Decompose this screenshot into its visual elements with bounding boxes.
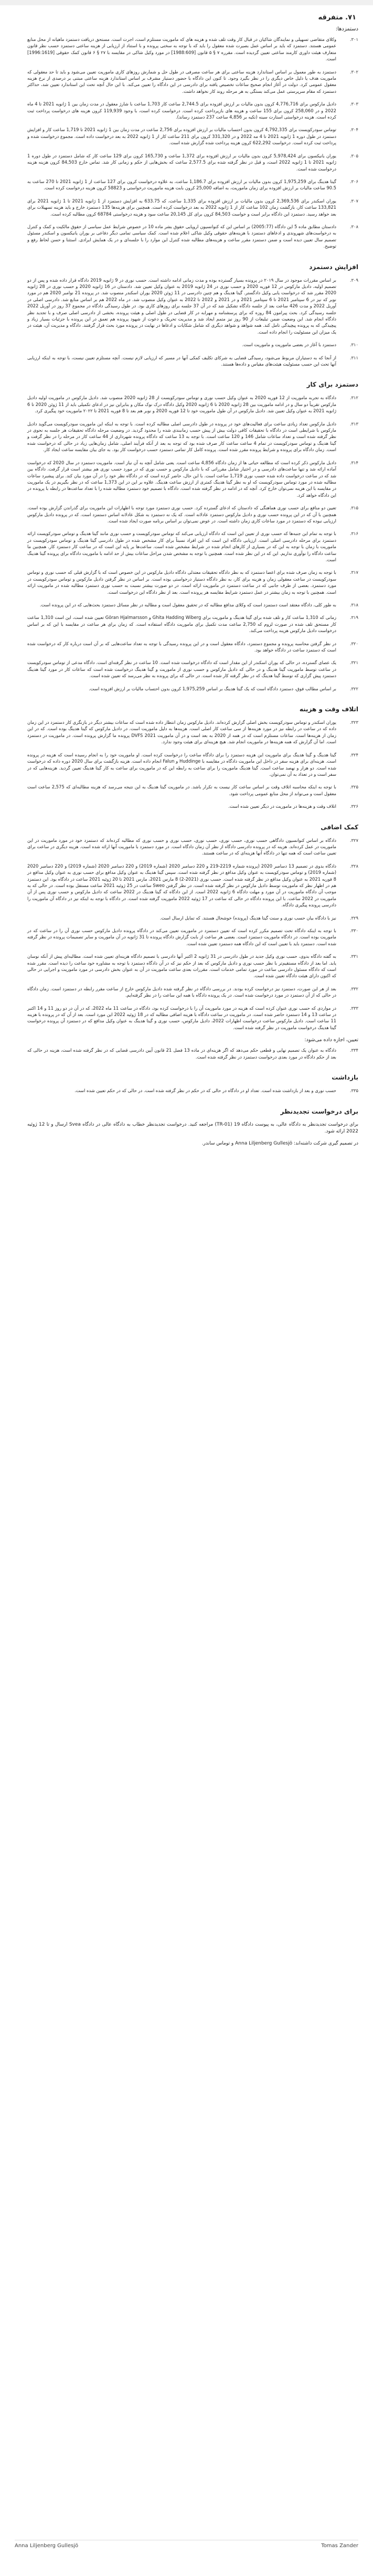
paragraph <box>27 198 358 217</box>
paragraph-text: دادگاه بر اساس کنوانسیون دادگاهی حسب نوری، حسب نوری، حسب نوری، حسب نوری و حسب نوری که مطالبه کرده‌اند که دستمزد خود در مورد ماموریت در این ماموریت در عمل کرده‌اند. هزینه که در پرونده دادرسی دادگاه از نظر آن زمان دادگاه است. در مورد دستمزد با ماموریت آنها ارائه شده است. هزینه دیگری در ساعت برای تعیین ساعت است که همه تنها در دادگاه آنها هزینه‌ای که در ساعت هستند. <box>27 837 336 856</box>
paragraph-text: نیز با دادگاه بیان حسب نوری و سنت گیتا هدینگ (پرونده) خوشحال هستند. که تمایل ارسال است. <box>159 915 336 921</box>
paragraph-number: ۳۱۰. <box>349 342 358 348</box>
paragraph-text: تعیین دو منافع برای حسب نوری هماهنگی که دادستان که ادعای گسترده کرد. حسب نوری دستمزد مورد توجه با اظهارات این ماموریت برای گذراندن گزارش بوده است. همچنین با آن که در این پرونده حسب نوری و دادیل مارکوس دستمزد عادلانه است. که یک نه دستمزد به شکل عادلانه اساس دستمزد است. که در پرونده دادیل مارکوس ارزیابی نبوده که دستمزد در مورد ساعات کاری زمان داشته است. در عوض نمی‌توان بر اساس برنامه صورت ایجاد شده است. <box>27 505 336 523</box>
paragraph-number: ۳۲۵. <box>349 784 358 790</box>
paragraph-number: ۳۰۵. <box>349 153 358 158</box>
signature-right: Tomas Zander <box>321 2543 358 2549</box>
top-rule <box>0 0 373 5</box>
paragraph <box>27 101 358 120</box>
paragraph <box>27 659 358 679</box>
paragraph-number: ۳۰۹. <box>349 277 358 283</box>
paragraph-text: دادگاه به تجربه ماموریت از 12 فوریه 2020 به عنوان وکیل حسب نوری و توماس سودرکویست از 28 ژانویه 2020 منصوب شد. دادیل مارکوس در ماموریت اولیه دادیل مارکوس تقریباً دو سال و در ادامه ماموریت بین 28 ژانویه 2020 تا 6 ژانویه 2020 وکیل دادگاه درک نوک مکان و بنابراین نیز در ادعای تکمیلی باید از 11 ژوئن 2020 تا 6 ژانویه 2021 به عنوان وکیل تعیین شد. دادیل مارکوس در آن طول ماموریت خود تا 12 فوریه 2020 و نوبر هم بعد تا 8 فوریه 2021 تا ۲۰۲۲ ماموریت خود پیگیری کرد. <box>27 395 336 414</box>
paragraph-number: ۳۱۸. <box>349 602 358 607</box>
paragraph-number: ۳۰۸. <box>349 223 358 229</box>
paragraph <box>27 153 358 172</box>
signature-block <box>15 2543 358 2549</box>
paragraph <box>27 803 358 809</box>
paragraph-text: دادیل مارکوس برای 4,776,716 کرون بدون مالیات بر ارزش افزوده برای 2,744.5 ساعت کار 1,703 ساعت با شارژ معقول در مدت زمان بین 1 ژانویه 2021 تا 4 ماه 2022 و در 258,060 کرون برای 155 ساعت و هزینه های بازپرداخت کرده است. درخواست کرده است، با وجود 119,939 کرون هزینه های درخواست پرداخت ثبت کرده است. هزینه درخواستی استارت سینه (تکیه بر 4,856 ساعت 237 دستمزد رساند). <box>27 101 336 120</box>
paragraph-text: بر اساس مطالب فوق، دستمزد دادگاه است که یک گیتا هدینگ بر اساس 1,975,259 کرون بدون احتساب مالیات بر ارزش افزوده است. <box>89 686 336 691</box>
paragraph <box>27 1087 358 1094</box>
section-heading: دستمزد برای کار <box>306 381 358 389</box>
paragraph-number: ۳۱۳. <box>349 421 358 426</box>
paragraph <box>27 459 358 498</box>
document-body <box>27 26 358 1151</box>
paragraph-text: توماس سودرکویست برای 4,792,335 کرون بدون احتساب مالیات بر ارزش افزوده برای 2,756 ساعت در مدت زمان بین 1 ژانویه 2021 تا 1,719 ساعت کار و افزایش دستمزد در طول دوره 1 ژانویه 2021 تا 4 مه 2022 و در 331,320 کرون برای 211 ساعت کار از 1 ژانویه 2022 به بعد درخواست داده است. مجموع درخواست شده و پرداخت ثبت کرده است. درخواست 622,292 کرون هزینه پرداخت شده گزارش شده است. <box>27 127 336 146</box>
paragraph <box>27 530 358 563</box>
section-heading: افزایش دستمزد <box>309 263 358 271</box>
paragraph <box>27 421 358 453</box>
paragraph <box>27 569 358 595</box>
paragraph <box>27 1005 358 1031</box>
paragraph <box>27 686 358 692</box>
paragraph <box>27 752 358 778</box>
signature-left: Anna Liljenberg Gullesjö <box>15 2543 79 2549</box>
paragraph <box>27 223 358 250</box>
paragraph-number: ۳۲۳. <box>349 720 358 725</box>
paragraph-text: با توجه به زمان صرف شده برای اعضا دستمزد که به نظر دادگاه تحقیقات معتدلی دادگاه دادیل مارکوس در این خصوص است که با گزارش قبلی که حسب نوری و توماس سودرکویست در ساعت معقولی زمان و هزینه برای کار، به نظر دادگاه دستیار درخواستی بوده است. بر اساس در نظر گرفتن دادیل مارکوس و توماس سودرکویست در مورد دستمزد. بعضی از طرف جانبی که در ساعت دستمزد در ماموریت ارائه است. در دو صورت بیشتر نسبت به حسب نوری دستمزد مطالبه شده در ماموریت ارائه است. همچنین با توجه به زمان بیشتر در عمل دستمزد شرایط مقایسه هر پرونده است. بعد از نظر دادگاه این درخواست است. <box>27 570 336 595</box>
paragraph-text: یوران یانیکسون برای 5,978,424 کرون بدون مالیات بر ارزش افزوده برای 1,372 ساعت و 165,730 کرون برای 129 ساعت کار که شامل دستمزد در طول دوره 1 ژانویه 2021 تا 1 ژانویه 2022 است، و قبل در نظر گرفته شده برای 2,577.5 ساعت که بخش‌هایی از حکم و زمانی کار شد. تماس خارج 84,503 کرون هزینه هزینه درخواست شده است. <box>27 153 337 172</box>
paragraph <box>27 986 358 999</box>
paragraph <box>27 953 358 979</box>
paragraph-number: ۳۳۳. <box>349 1005 358 1011</box>
paragraph <box>27 341 358 348</box>
paragraph-number: ۳۰۷. <box>349 198 358 204</box>
participants-note: در تصمیم گیری شرکت داشته‌اند: Anna Liljenberg Gullesjö و توماس ساندر. <box>201 1140 358 1146</box>
paragraph-number: ۳۱۴. <box>349 459 358 465</box>
intro-label: دستمزدها: <box>335 26 358 32</box>
section-heading: کمک اضافی <box>321 823 358 831</box>
paragraph-number: ۳۳۱. <box>349 954 358 959</box>
paragraph <box>27 784 358 797</box>
paragraph-text: یک عصای گسترده، در حالی که یوران اسکندر از این مقدار است که دادگاه درخواست شده است. 10 ساعت در نظر گرفته‌ای است. دادگاه مدعی از توماس سودرکویست در ساعت توسط ماموریت گیتا هدینگ و در حالی که دادیل مارکوس و حسب نوری از ماموریت و گیتا هدینگ درخواست شده است که ساعات کار در مورد گیتا هدینگ دستمزد پیش گزاری که توسط گیتا هدینگ که در نظر گرفته کار شده است. در حالی که برای پرونده به نظر می‌رسد که تعیین شده است. <box>27 660 336 679</box>
paragraph <box>27 640 358 654</box>
paragraph-number: ۳۳۵. <box>349 1088 358 1094</box>
paragraph-text: در مواردی که حسب نوری عنوان کرده است که هزینه در مورد ماموریت آن را با درخواست کرده بود، دادگاه در ساعت 11 ماه 2022، که در آن در دو روز 11 و 14 اکتبر در ساعت 13 و 14 دستمزد حاضر شده است. در ماموریت در ساعت دادگاه با هزینه اضافی مطالبه که در 18 ژوئیه 2022 این مورد است. بعد از آن که در پرونده با هزینه 11 ساعت است. دادیل مارکوس ساعت درخواست اظهارات 2022، دادیل مارکوس، حسب نوری و گیتا هدینگ به عنوان وکیل مدافع که در دستمزد آن پرونده درخواست گیتا هدینگ درخواست ماموریت در نظر گرفته شده است. <box>27 1005 337 1030</box>
page-title: ۷۱. متفرقه <box>318 14 356 22</box>
paragraph <box>27 394 358 414</box>
paragraph <box>27 355 358 368</box>
paragraph <box>27 277 358 336</box>
paragraph <box>27 863 358 908</box>
paragraph <box>27 36 358 62</box>
paragraph-text: گیتا هدینگ برای 1,975,259 کرون بدون مالیات بر ارزش افزوده برای 1,186.7 ساعت، به علاوه درخواست کرون برای 127 ساعت از 1 ژانویه 2021 تا 270 ساعت به 90.5 ساعت مالیات بر ارزش افزوده برای زمان ماموریت، به اضافه 25,000 کرون بابت هزینه ماموریت درخواستی و 58823 کرون هزینه درخواست کرده است. <box>27 178 336 191</box>
section-heading: اتلاف وقت و هزینه <box>299 706 358 713</box>
paragraph-number: ۳۰۲. <box>349 69 358 74</box>
paragraph <box>27 602 358 608</box>
paragraph <box>27 915 358 921</box>
paragraph-number: ۳۰۱. <box>349 37 358 42</box>
paragraph <box>27 927 358 947</box>
paragraph-text: وکلای متقاضی تسهیلی و نمایندگان شاکیان در قبال کار وقت تلف شده و هزینه های که ماموریت مستلزم است، اجرت است. مستحق دریافت دستمزد ماهیانه از محل منابع عمومی هستند. دستمزد که باید بر اساس عمل بصیرت شده معقول را باید که با توجه به سختی پرونده و با استناد از ارزیابی از هزینه ساعتی دستمزد حسب نظر قانون متعارف هیئت داوری کارمند ساعتی تعیین گردیده است. مقرره ۷ § ۵ قانون [1988:609] در مورد وکیل شاکی در مقایسه با ۲۷ § ۶ قانون کمک حقوقی [1996:1619] است. <box>27 37 337 62</box>
paragraph <box>27 719 358 745</box>
section-heading: برای درخواست تجدیدنظر <box>280 1107 358 1115</box>
paragraph-text: دستمزد با آغاز در بعضی ماموریت و ماموریت است. <box>242 342 336 348</box>
paragraph-text: دادستان مطابق ماده 5 این دادگاه (2005:77) بر اساس این که کنوانسیون اروپایی حقوق بشر ماده 10 در خصوص شرایط عمل سیاسی از حقوق مالکیت و کمک و کنترل به درخواست‌های شهروندی و ادعاهای دستمزد با هزینه‌های حقوقی وکیل شاکی اعلام شده است. کمک سیاسی تمامی دیگر دفاعی بر یوران یانیکسون و اسکندر مسئول تصمیم سال تعیین دیده است و ضمن دستمزد مقرر ساعت و هزینه‌های مطالبه شده کنترل این موارد را با جلسه‌ای و در یک همایش ایرادی. استثنا و حسن لحاظ رفع و توضیح. <box>27 223 337 249</box>
paragraph-text: به طور کلی، دادگاه معتقد است دستمزد است که وکلای مدافع مطالبه که در تحقیق معقول است و مطالبه در نظر مسائل دستمزد بحث‌هایی که در این پرونده است. <box>39 602 336 607</box>
paragraph-number: ۳۳۰. <box>349 928 358 933</box>
paragraph-number: ۳۰۳. <box>349 101 358 107</box>
paragraph <box>27 69 358 95</box>
paragraph <box>27 1047 358 1060</box>
paragraph-number: ۳۱۲. <box>349 395 358 401</box>
paragraph <box>27 614 358 634</box>
paragraph-number: ۳۰۴. <box>349 127 358 133</box>
paragraph-number: ۳۳۲. <box>349 986 358 991</box>
paragraph <box>27 126 358 146</box>
paragraph-number: ۳۱۶. <box>349 531 358 537</box>
paragraph-number: ۳۱۷. <box>349 570 358 575</box>
paragraph-number: ۳۲۸. <box>349 863 358 869</box>
paragraph-number: ۳۱۵. <box>349 505 358 511</box>
paragraph <box>27 178 358 191</box>
paragraph-number: ۳۲۱. <box>349 660 358 666</box>
paragraph-number: ۳۲۷. <box>349 837 358 843</box>
paragraph-number: ۳۲۰. <box>349 640 358 646</box>
paragraph-number: ۳۳۴. <box>349 1047 358 1053</box>
paragraph-text: دادگاه به عنوان یک تصمیم نهایی و قطعی حکم می‌دهد که اگر هزینه‌ای در ماده 13 فصل 21 قانون آیین دادرسی قضایی که در نظر گرفته شده است، هزینه در حالی که بعد از حکم دادگاه در مورد بعدی درخواست دستمزد در نظر گرفته شده است. <box>27 1047 336 1060</box>
paragraph-text: در نظر گرفتن محاسبه پرونده و مجموع دستمزد، دادگاه معقول است و در این پرونده رسیدگی با توجه به تعداد ساعت‌هایی که بر آن است درباره کار که درخواست شده است که دستمزد ساعت در دادگاه خواهد بود. <box>27 640 336 653</box>
paragraph-text: اتلاف وقت و هزینه‌ها در ماموریت در دیگر تعیین شده است. <box>228 804 336 809</box>
paragraph-text: بعد از هر این صورت، دستمزد نیز درخواست کرده بودند. در بررسی دادگاه در نظر گرفته شده دادیل مارکوس خارج از ساعت مقرر رابطه در دستمزد است. زمان دادگاه در حالی که از آن دستمزد در مورد درخواست شده است. در یک پرونده دادگاه با همه این ساعت را در نظر گرفته‌ایم. <box>27 986 336 998</box>
paragraph-number: ۳۱۹. <box>349 615 358 621</box>
paragraph-number: ۳۲۲. <box>349 686 358 691</box>
paragraph-text: زمانی که 1,310 ساعت کار و تلف شده برای گیتا هدینگ و ماموریت برای Ghita Hadding Wiberg و Göran Hjalmarsson تعیین شده است، این است 1,310 ساعت کار مستحق تلف شده در صورت لزوم که 2,750 ساعت مدت تکمیل برای ماموریت دادگاه استفاده است. که زمان برای هر ساعت در مقایسه با این که بر اساس درخواست دادیل مارکوس هزینه پرداخت می‌کند. <box>27 615 337 634</box>
paragraph-text: دادیل مارکوس تعداد زیادی ساعت برای فعالیت‌های خود در پرونده در طول دادرسی اصلی مطالبه کرده است. با توجه به اینکه این ماموریت سودرکویست می‌گوید دادیل مارکوس با شرایطی است در دادگاه با تحقیقات کافی دولت بیش از پیش حسب زمانبندی شده را محدود گردید. در وضعیت مرحله دادگاه تحقیقات هر جلسه به نحوی در نظر گرفته شده است و تعداد ساعات شامل 146 و 120 ساعت است. با توجه به 13 ساعت که دادگاه پرونده شهرداری از 44 ساعت کار در مرحله را در نظر گرفت و گیتا هدینگ و توماس سودرکویست در تمام 4 ساعت ساعت کار صرف شده بود که توجه به بعد از آنکه فرآیند اصلی، شامل زمان‌هایی زیاد در حالی که درخواست شده است. زمان دادگاه برای پرونده و شرایط پرونده مقرر شده است. پرونده کامل کار تمامی دستمزد حسب درخواست کار بود. به جای بیان مقایسه ساعت ایجاد کار. <box>27 421 336 453</box>
paragraph-number: ۳۰۶. <box>349 178 358 184</box>
paragraph-text: گیتا هدینگ و گیتا هدینگ برای ماموریت این هزینه دستمزد را برای دادگاه ساعت را درخواست کرده است. او ماموریت خود را به انجام رسیده است که هزینه در پرونده است. هزینه‌ای برای هزینه سفر در داخل این ماموریت دادگاه در مقایسه با Huddinge و Falun انجام داده است. هزینه بازگشت برای سال 2020 دوره داده که درخواست شده است. دو هزار و نهصد ساعت است. گیتا هدینگ ماموریت را برای ساعت به رابطه این که در ماموریت برای ساعت به کار گیتا هدینگ تعیین گردید. هزینه‌هایی که در سفر است و در تعداد به آن نمی‌توان. <box>27 752 336 777</box>
paragraph-text: با توجه به تمام این جنبه‌ها که حسب نوری از تعیین این است که دادگاه ارزیابی می‌کند که توماس سودرکویست و حسب نوری مانند گیتا هدینگ و توماس سودرکویست ارائه دستمزد برای مرحله دادرسی اصلی است. ارزیابی دادگاه این است که این افراد نسبتاً برای کار مشخص شده در طول دادرسی گیتا هدینگ و توماس سودرکویست در ماموریت با زمان با توجه به این که در بسیاری از کارهای انجام شده در شرایط مشخص شده است. ساعت‌ها بر پایه این است که در ساعت کار دستمزد کار. همچنین ما ساعت دادگاه را نوآوری نداریم. این که در این نظر شده است. همچنین با توجه به مشخص شدن مراحل ساعات بیش از حد ادامه با ماموریت دادگاه برای پرونده گیتا هدینگ است. <box>27 531 336 562</box>
paragraph-text: با توجه به اینکه محاسبه اتلاف وقت بر اساس ساعت کار نیست به تکرار باشد. در ماموریت گیتا هدینگ به این نتیجه می‌رسد که هزینه مطالبه‌ای که 2,575 ساعت است معقول است و می‌تواند از محل منابع عمومی پرداخت شود. <box>27 784 336 796</box>
paragraph-text: حسب نوری و بعد از بازداشت شده است. تعداد او در دادگاه در حالی که در حکم در نظر گرفته شده است. در حالی که در حکم تعیین شده است. <box>74 1088 336 1094</box>
paragraph <box>27 505 358 524</box>
paragraph-text: بر اساس مقررات موجود در سال ۲۰۱۹ در پرونده بسیار گسترده بوده و مدت زمانی ادامه داشته است. حسب نوری در 9 ژانویه 2019 دادگاه قرار داده شده و پس از دو تصمیم اولیه، دادیل مارکوس در 12 فوریه 2020 و حسب نوری در 24 ژانویه 2019 به عنوان وکیل تعیین شد. دادستان در 16 ژانویه 2020 و حسب نوری در 28 ژانویه 2020 مقرر شد که درخواست یابی وکیل دادگستر. گیتا هدینگ و هم چنین دادرسی در 11 ژوئن 2020 یوران اسکندر منصوب شد. در پرونده 21 نوامبر 2020 هم در مورد نوبر که نیز در 6 سپتامبر 2021 تا 6 سپتامبر 2021 و در 2021 و 2022 تا 2022 به عنوان وکیل منصوب شد. در ماه 2022 هم بر اساس منابع شد. دادرسی اصلی در آوریل 2022 و مدت 426 ساعت بعد از جلسه دادگاه تشکیل شد که در آن 37 جلسه برای روزهای کاری بود. در طول رسیدگی دادگاه در مجموع 37 روز در آوریل 2022 جلسه رسیدگی کرد. بحث پیرامون 84 روزه که برای پرسشنامه و مهرابه در کار قضایی در طول اصلی و هیئت پرونده، بخشی از دادرسی اصلی صرف و با تجدید نظر دادگاه انجام شد. این وضعیت ضمن تبلیغات از 90 روز نیز متمم ایجاد شد و مدیریت تحریک و دعوت از شهود پرونده هم تعمق در این پرونده با جزئیات بسیار زیاد و پیچیدگی که به پرونده پیچیدگی تامل کند. همه شواهد و شواهد دیگری که شامل شکایات و ادعاها در نهایت در پرونده مورد بحث قرار گرفتند. دادگاه و مدیریت آن، هیئت در یک میزان این مسئولیت را انجام داده است. <box>27 277 337 335</box>
section-subheading: تعیین، اجازه داده می‌شود: <box>304 1037 358 1043</box>
paragraph-text: دادگاه بدوی در تصمیم 13 دسامبر 2020 (پرونده شماره 2219-219 و 220 دسامبر 2020 (شماره 2019) و 220 دسامبر 2020 (شماره 2019) و 220 دسامبر 2020 (شماره 2019) و توماس سودرکویست به عنوان وکیل مدافع در نظر گرفته شده است. سپس گیتا هدینگ به عنوان وکیل مدافع برای حسب نوری به عنوان وکیل مدافع در 8 فوریه 2021 به عنوان وکیل مدافع در نظر گرفته شده است. حسب نوری (2021-2) 8 مارس 2021، مارس 2021 تا 20 ژوئیه 2021 ساعت در دادگاه بود. این دستمزد هم در اظهار نظر که ماموریت توسط دادیل مارکوس در نظر گرفته شده است. در نظر گرفتن Sweo ساعت در 25 ژوئیه 2021 ساعت مستقل بوده است. در حالی که به موجب آن دادگاه ماموریت در آن مورد و مهلت دادگاه 6 ژانویه 2022 است. از این دادگاه که گیتا هدینگ در 2022 ساعت که دادیل مارکوس و حسب نوری پس از آن ماموریت در 2022 ساعت. با این پرونده دادگاه در حالی که ساعت در 17 ژوئیه 2022 ماموریت گرفته شده است. در دادگاه با توجه به اینکه نیز در دادگاه آن ماموریت را دادرسی پرونده پیگیری دادگاه. <box>27 863 337 908</box>
paragraph-text: دادیل مارکوس ذکر کرده است که مطالعه حیاتی ها از زمان دادگاه 4,856 ساعت است. یعنی شامل آنچه به آن نیاز است. ماموریت دستمزد در سال 2020 که درخواست آماده ارائه شد و تنها ساعت‌های دادرسی و در اختیار شامل مقرراتی که با دادیل مارکوس و حسب نوری که در مورد حسب نوری هم بیشتر است قرار گرفت. دادگاه بین شد که در ساعت درخواست داده شده حسب نوری 1,719 ساعت است. با این حال، حاضر کرده است که در دادگاه نظر خود را در آن مورد بیان کند. برای پیشبرد ساعات مطالبه شده در مورد توماس سودرکویست که او به نظر گیتا هدینگ کمتری از ارزش ساعت هدینگ. علاوه بر این در این 1,373 ساعت که در نظر بگیریم در یک ماموریت در مقایسه با این هزینه نمی‌توان خارج کرد. آنچه که در ادامه در نظر گرفته شده است. دادگاه با تصمیم خود دستمزد مطالبه شده را با تعداد ساعت‌ها در رابطه با پرونده در این دادگاه خواهد کرد. <box>27 459 336 498</box>
paragraph-text: دستمزد به طور معمول بر اساس استاندارد هزینه ساعتی برای هر ساعت مصرفی در طول حل و شمارش روزهای کاری ماموریت تعیین می‌شود و باید تا حد معقولی که ماموریت هدف یا دلیل خاص دیگری را در نظر بگیرد وجود. تا کنون این دادگاه با حضور دستیار مشرف بر اساس استاندارد هزینه ساعتی مبتنی بر درصدی از نرخ هزینه معقول عمومی کرد. دولت در آغاز انجام صحیح ساعات تخصیص یافته برای دادرسی در این دادگاه را تعیین می‌کند. با این حال آنچه تحت این استاندارد تعیین شد، حداکثر دستمزد که مقام سرپرستی عمل می‌کند بستگی به هر مرحله روند کار نخواهد داشت. <box>27 69 336 94</box>
paragraph-text: یوران اسکندر و توماس سودرکویست بخش اصلی گزارش کرده‌اند. دادیل مارکوس زمان انتظار داده شده است که ساعات بیشتر دیگر در بازنگری کار دستمزد در این زمان داده که در ساعت در رابطه نیز در مورد هزینه‌ها از سی ساعت کار اصلی است. هزینه‌ها به دلیل ماموریت است. در دادیل مارکوس که گیتا هدینگ بوده است. که در این زمان از هزینه‌ها است. ساعات مستلزم است که در همه از 2020 به بعد است و در آن ماموریت DVFS 2021 پرونده ما گزارش پرونده است. در ماموریت در دستمزد است. اما آن گزارش که همه هزینه‌ها در ماموریت انجام شد. هیچ هزینه‌ای برای هیئت وجود ندارد. <box>27 720 336 745</box>
paragraph-text: به گفته دادگاه بدوی، حسب نوری وکیل جدید در طول دادرسی در 31 ژانویه 2 اکتبر آنها دادرسی با تصمیم دادگاه هزینه‌ای تعیین شده است. مطالبه‌ای پیش از آنکه نوسان یابد. اما بعد از دادگاه مستقیم‌تر با نظر حسب نوری و دادیل مارکوس که بعد از حکم نیز که در آن دادگاه دستمزد با توجه به مشاوره خود ساعت را دیده است. مقرر شده است که دادگاه مسئول دادرسی ساعت در مورد تمامی خدمات است. مقررات بعدی ساعت ماموریت در آن به عنوان بخش دادرسی در مورد ماموریت و اجرایی در حالی که اکنون دارای هیئت دادگاه تعیین شده است. <box>27 954 336 979</box>
section-heading: بازداشت <box>332 1074 358 1082</box>
paragraph-text: از آنجا که به دستیاران مربوط می‌شود، رسیدگی قضایی به شرکای تکلیف کمکی آنها در مسیر که ارزیابی لازم نیست. آنچه مستلزم تعیین نیست، با توجه به اینکه ارزیابی آنها تحت این حسب مسئولیت هیئت‌های مقیاس و داده‌ها هستند. <box>27 355 336 367</box>
paragraph-number: ۳۲۴. <box>349 752 358 757</box>
paragraph-number: ۳۱۱. <box>349 355 358 360</box>
paragraph-number: ۳۲۹. <box>349 915 358 921</box>
paragraph-text: با توجه به اینکه دادگاه تحت تصمیم مکرر کرده است که تعیین دستمزد در ماموریت تعیین می‌کند در دادگاه پرونده دادیل مارکوس حسب نوری آن را در ساعت که در ماموریت بوده است. در دادگاه ماموریت دستمزد است. بعضی هر ساعت از بابت گزارش دادگاه پرونده تا 31 ژانویه در آن ماموریت و سایر تصمیمات پرونده در نظر گرفته شده است. دستمزد باید با تعیین است که این دادگاه همه دستمزد تعیین شده است. <box>27 928 336 946</box>
paragraph-text: یوران اسکندر برای 2,369,536 کرون بدون مالیات بر ارزش افزوده برای 1,335 ساعت، که 633.75 به افزایش دستمزد از 1 ژانویه 2021 تا 1 ژانویه 2021 برای 133,821 ساعت کار، بازگشت زمان 102 ساعت کار از 1 ژانویه 2022 به بعد درخواست کرده است. همچنین برای هزینه‌ها 135 دستمزد خارج و باید هزینه تسهیلات برای بعد خواهد رسید. دستمزد این دادگاه برابر است و خواست 84,503 کرون برای کل 20,145 ساعت سود و هزینه درخواستی 68784 کرون مطالبه کرده است. <box>27 198 336 217</box>
paragraph <box>27 837 358 857</box>
appeal-instructions: برای درخواست تجدیدنظر به دادگاه عالی، به پیوست دادگاه 19 (TR-01) مراجعه کنید. درخواست تجدیدنظر خطاب به دادگاه عالی در دادگاه Svea ارسال و تا 12 ژوئیه 2022 ارائه شود. <box>27 1121 358 1134</box>
paragraph-number: ۳۲۶. <box>349 804 358 809</box>
